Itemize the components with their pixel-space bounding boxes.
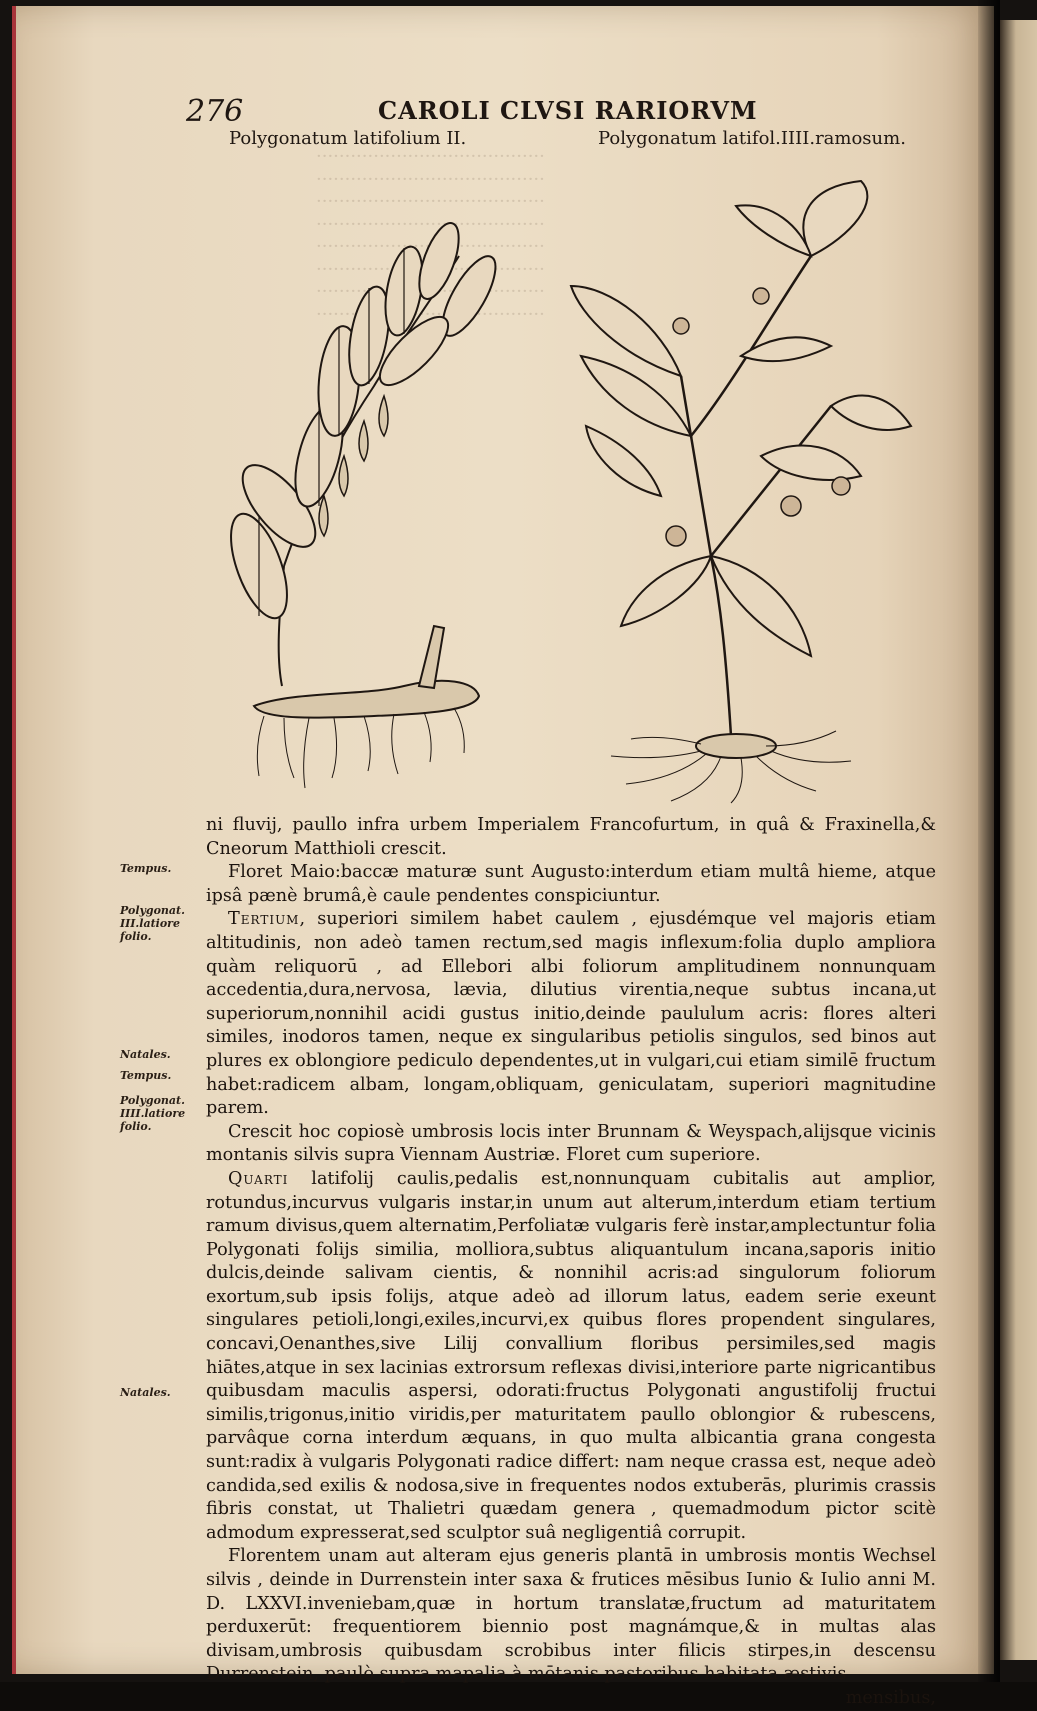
- paragraph-1: ni fluvij, paullo infra urbem Imperialem Francofurtum, in quâ & Fraxinella,& Cneorum Matthioli crescit.: [206, 815, 936, 859]
- page-number: 276: [186, 94, 244, 129]
- figure-caption-left: Polygonatum latifolium II.: [229, 128, 467, 149]
- margin-note-natales: Natales.: [120, 1048, 171, 1061]
- margin-note-tempus-2: Tempus.: [120, 1069, 172, 1082]
- margin-note-tempus: Tempus.: [120, 862, 172, 875]
- margin-note-natales-2: Natales.: [120, 1386, 171, 1399]
- book-page: [12, 6, 994, 1708]
- woodcut-illustration-left: [224, 206, 514, 806]
- gutter-shadow: [978, 0, 1000, 1682]
- adjacent-page-edge: [1000, 20, 1037, 1660]
- woodcut-illustration-right: [561, 156, 921, 806]
- body-text: [206, 814, 936, 1711]
- catchword: mensibus,: [845, 1687, 936, 1708]
- paragraph-5: [206, 1168, 936, 1546]
- figure-caption-right: Polygonatum latifol.IIII.ramosum.: [598, 128, 906, 149]
- paragraph-6: Florentem unam aut alteram ejus generis plantā in umbrosis montis Wechsel silvis , deinde in Durrenstein inter saxa & frutices mēsibus Iunio & Iulio anni M. D. LXXVI.inveniebam,quæ in hortum translatæ,fructum ad maturitatem perduxerūt: frequentiorem biennio post magnámque,& in multas alas divisam,umbrosis quibusdam scrobibus inter filicis stirpes,in descensu Durrenstein, paulò supra mapalia à mōtanis pastoribus habitata æstivis: [206, 1546, 936, 1685]
- margin-note-polygonat-iiii: Polygonat. IIII.latiore folio.: [120, 1094, 186, 1133]
- page-header: [16, 94, 994, 130]
- paragraph-3-text: , superiori similem habet caulem , ejusdémque vel majoris etiam altitudinis, non adeò tamen rectum,sed magis inflexum:folia duplo ampliora quàm reliquorū , ad Ellebori albi foliorum amplitudinem nonnunquam accedentia,dura,nervosa, lævia, dilutius virentia,neque subtus incana,ut superiorum,nonnihil acidi gustus initio,deinde paululum acris: flores alteri similes, inodoros tamen, neque ex singularibus petiolis singulos, sed binos aut plures ex oblongiore pediculo dependentes,ut in vulgari,cui etiam similē fructum habet:radicem albam, longam,obliquam, geniculatam, superiori magnitudine parem.: [206, 909, 936, 1119]
- bleed-through-text: ········································ ········································ ········································ ········································ ········································: [316, 146, 545, 325]
- running-title: CAROLI CLVSI RARIORVM: [378, 96, 758, 125]
- paragraph-5-lead: Quarti: [228, 1168, 289, 1189]
- paragraph-4: Crescit hoc copiosè umbrosis locis inter Brunnam & Weyspach,alijsque vicinis montanis silvis supra Viennam Austriæ. Floret cum superiore.: [206, 1121, 936, 1166]
- paragraph-5-text: latifolij caulis,pedalis est,nonnunquam cubitalis aut amplior, rotundus,incurvus vulgaris instar,in unum aut alterum,interdum etiam tertium ramum divisus,quem alternatim,Perfoliatæ vulgaris ferè instar,amplectuntur folia Polygonati folijs similia, molliora,subtus aliquantulum incana,saporis initio dulcis,deinde salivam cientis, & nonnihil acris:ad singulorum foliorum exortum,sub ipsis folijs, atque adeò ad illorum latus, eadem serie exeunt singulares petioli,longi,exiles,incurvi,ex quibus flores propendent singulares, concavi,Oenanthes,sive Lilij convallium floribus persimiles,sed magis hiātes,atque in sex lacinias extrorsum reflexas divisi,interiore parte nigricantibus quibusdam maculis aspersi, odorati:fructus Polygonati angustifolij fructui similis,trigonus,initio viridis,per maturitatem paullo oblongior & rubescens, parvâque corna interdum æquans, in quo multa albicantia grana congesta sunt:radix à vulgaris Polygonati radice differt: nam neque crassa est, neque adeò candida,sed exilis & nodosa,sive in frequentes nodos extuberās, plurimis crassis fibris constat, ut Thalietri quædam genera , quemadmodum pictor scitè admodum expresserat,sed sculptor suâ negligentiâ corrupit.: [206, 1168, 936, 1543]
- margin-note-polygonat-iii: Polygonat. III.latiore folio.: [120, 904, 185, 943]
- paragraph-2: Floret Maio:baccæ maturæ sunt Augusto:interdum etiam multâ hieme, atque ipsâ pænè brumâ,è caule pendentes conspiciuntur.: [206, 862, 936, 906]
- paragraph-3-lead: Tertium: [228, 909, 300, 930]
- paragraph-3: [206, 908, 936, 1120]
